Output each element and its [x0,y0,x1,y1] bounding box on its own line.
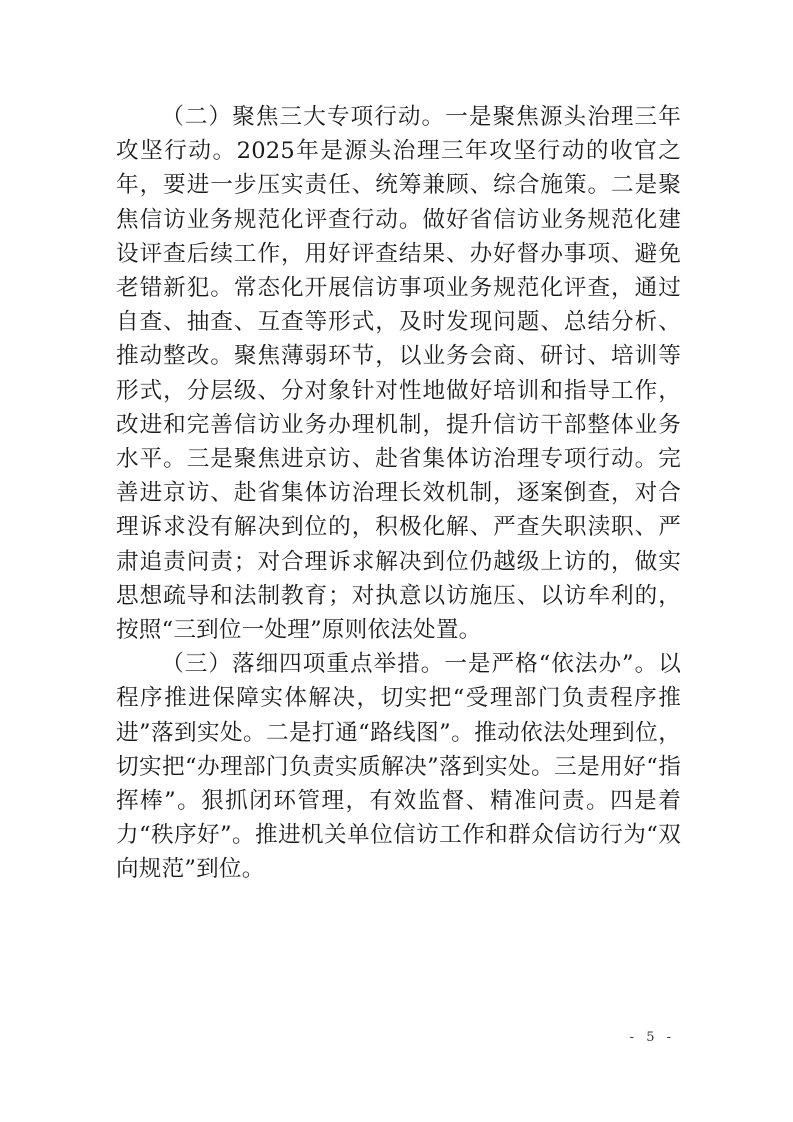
paragraph-key-measures: （三）落细四项重点举措。一是严格“依法办”。以程序推进保障实体解决，切实把“受理部门负责程序推进”落到实处。二是打通“路线图”。推动依法处理到位，切实把“办理部门负责实质解决”落到实处。三是用好“指挥棒”。狠抓闭环管理，有效监督、精准问责。四是着力“秩序好”。推进机关单位信访工作和群众信访行为“双向规范”到位。 [116,651,681,883]
body-text [116,100,681,887]
paragraph-special-actions: （二）聚焦三大专项行动。一是聚焦源头治理三年攻坚行动。2025年是源头治理三年攻坚行动的收官之年，要进一步压实责任、统筹兼顾、综合施策。二是聚焦信访业务规范化评查行动。做好省信访业务规范化建设评查后续工作，用好评查结果、办好督办事项、避免老错新犯。常态化开展信访事项业务规范化评查，通过自查、抽查、互查等形式，及时发现问题、总结分析、推动整改。聚焦薄弱环节，以业务会商、研讨、培训等形式，分层级、分对象针对性地做好培训和指导工作，改进和完善信访业务办理机制，提升信访干部整体业务水平。三是聚焦进京访、赴省集体访治理专项行动。完善进京访、赴省集体访治理长效机制，逐案倒查，对合理诉求没有解决到位的，积极化解、严查失职渎职、严肃追责问责；对合理诉求解决到位仍越级上访的，做实思想疏导和法制教育；对执意以访施压、以访牟利的，按照“三到位一处理”原则依法处置。 [116,104,681,644]
page-number: - 5 - [629,1030,675,1045]
